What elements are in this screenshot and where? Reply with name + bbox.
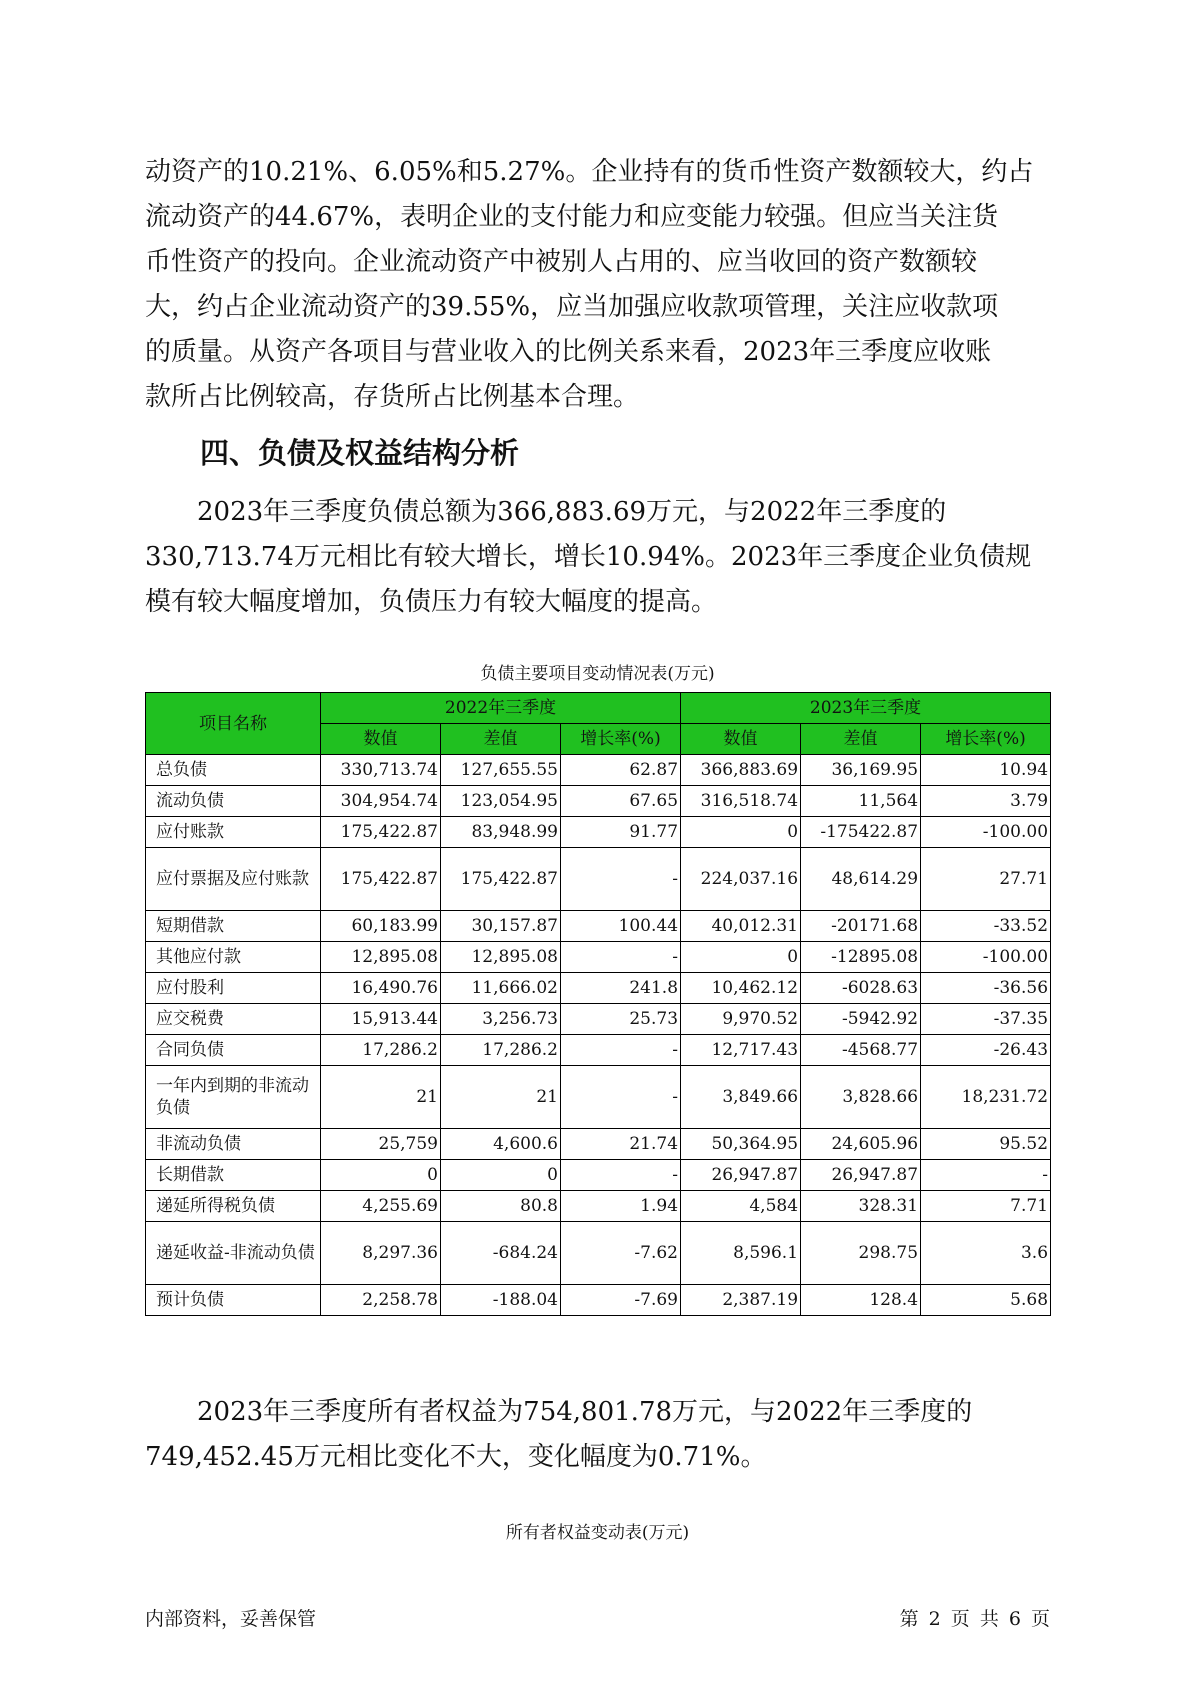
item-name-cell: 其他应付款 (146, 942, 321, 973)
value-2022-cell: 175,422.87 (321, 848, 441, 911)
diff-2022-cell: 0 (441, 1160, 561, 1191)
item-name-cell: 短期借款 (146, 911, 321, 942)
header-period-2022: 2022年三季度 (321, 693, 681, 724)
footer-page-number (900, 1606, 1050, 1632)
value-2023-cell: 316,518.74 (681, 786, 801, 817)
diff-2023-cell: 128.4 (801, 1285, 921, 1316)
growth-2023-cell: -100.00 (921, 942, 1051, 973)
liabilities-table (145, 692, 1051, 1316)
value-2022-cell: 16,490.76 (321, 973, 441, 1004)
growth-2022-cell: - (561, 1035, 681, 1066)
diff-2022-cell: -188.04 (441, 1285, 561, 1316)
growth-2022-cell: 91.77 (561, 817, 681, 848)
growth-2023-cell: 18,231.72 (921, 1066, 1051, 1129)
growth-2022-cell: 67.65 (561, 786, 681, 817)
table-row (146, 1191, 1051, 1222)
footer-confidential: 内部资料，妥善保管 (145, 1608, 317, 1630)
diff-2022-cell: -684.24 (441, 1222, 561, 1285)
table-row (146, 755, 1051, 786)
diff-2023-cell: 11,564 (801, 786, 921, 817)
value-2022-cell: 304,954.74 (321, 786, 441, 817)
diff-2022-cell: 4,600.6 (441, 1129, 561, 1160)
growth-2023-cell: 5.68 (921, 1285, 1051, 1316)
value-2023-cell: 4,584 (681, 1191, 801, 1222)
diff-2023-cell: -12895.08 (801, 942, 921, 973)
table-row (146, 1222, 1051, 1285)
value-2022-cell: 12,895.08 (321, 942, 441, 973)
item-name-cell: 长期借款 (146, 1160, 321, 1191)
growth-2023-cell: -37.35 (921, 1004, 1051, 1035)
value-2023-cell: 40,012.31 (681, 911, 801, 942)
value-2022-cell: 330,713.74 (321, 755, 441, 786)
value-2022-cell: 21 (321, 1066, 441, 1129)
table-row (146, 911, 1051, 942)
growth-2022-cell: - (561, 942, 681, 973)
item-name-cell: 一年内到期的非流动负债 (146, 1066, 321, 1129)
item-name-cell: 应交税费 (146, 1004, 321, 1035)
item-name-cell: 流动负债 (146, 786, 321, 817)
diff-2022-cell: 21 (441, 1066, 561, 1129)
header-item-name: 项目名称 (146, 693, 321, 755)
paragraph-liability-analysis (145, 490, 1050, 625)
table-row (146, 1035, 1051, 1066)
text-line: 2023年三季度所有者权益为754,801.78万元，与2022年三季度的 (197, 1397, 973, 1427)
diff-2022-cell: 80.8 (441, 1191, 561, 1222)
item-name-cell: 合同负债 (146, 1035, 321, 1066)
value-2023-cell: 8,596.1 (681, 1222, 801, 1285)
value-2022-cell: 4,255.69 (321, 1191, 441, 1222)
diff-2023-cell: 26,947.87 (801, 1160, 921, 1191)
value-2023-cell: 224,037.16 (681, 848, 801, 911)
table-row (146, 1129, 1051, 1160)
growth-2022-cell: 100.44 (561, 911, 681, 942)
growth-2022-cell: - (561, 848, 681, 911)
header-diff: 差值 (441, 724, 561, 755)
diff-2022-cell: 83,948.99 (441, 817, 561, 848)
diff-2022-cell: 11,666.02 (441, 973, 561, 1004)
item-name-cell: 预计负债 (146, 1285, 321, 1316)
diff-2023-cell: -175422.87 (801, 817, 921, 848)
item-name-cell: 应付股利 (146, 973, 321, 1004)
table-row (146, 1160, 1051, 1191)
paragraph-asset-analysis (145, 150, 1050, 420)
table-row (146, 1004, 1051, 1035)
text-line: 330,713.74万元相比有较大增长，增长10.94%。2023年三季度企业负债规 (145, 542, 1032, 572)
text-line: 749,452.45万元相比变化不大，变化幅度为0.71%。 (145, 1442, 767, 1472)
value-2023-cell: 2,387.19 (681, 1285, 801, 1316)
growth-2022-cell: -7.62 (561, 1222, 681, 1285)
diff-2022-cell: 123,054.95 (441, 786, 561, 817)
item-name-cell: 递延所得税负债 (146, 1191, 321, 1222)
table-row (146, 1285, 1051, 1316)
header-growth: 增长率(%) (921, 724, 1051, 755)
text-line: 流动资产的44.67%，表明企业的支付能力和应变能力较强。但应当关注货 (145, 202, 999, 232)
paragraph-equity-analysis (145, 1390, 1050, 1480)
diff-2022-cell: 127,655.55 (441, 755, 561, 786)
item-name-cell: 递延收益-非流动负债 (146, 1222, 321, 1285)
diff-2023-cell: -4568.77 (801, 1035, 921, 1066)
page-total: 共 6 页 (979, 1608, 1050, 1630)
growth-2022-cell: - (561, 1160, 681, 1191)
growth-2022-cell: 241.8 (561, 973, 681, 1004)
header-value: 数值 (681, 724, 801, 755)
growth-2023-cell: -26.43 (921, 1035, 1051, 1066)
diff-2023-cell: 298.75 (801, 1222, 921, 1285)
diff-2023-cell: -20171.68 (801, 911, 921, 942)
text-line: 大，约占企业流动资产的39.55%，应当加强应收款项管理，关注应收款项 (145, 292, 999, 322)
diff-2022-cell: 30,157.87 (441, 911, 561, 942)
value-2022-cell: 15,913.44 (321, 1004, 441, 1035)
table-row (146, 817, 1051, 848)
growth-2023-cell: 3.6 (921, 1222, 1051, 1285)
value-2022-cell: 2,258.78 (321, 1285, 441, 1316)
section-heading: 四、负债及权益结构分析 (200, 436, 520, 470)
diff-2022-cell: 175,422.87 (441, 848, 561, 911)
table-caption-equity: 所有者权益变动表(万元) (505, 1523, 690, 1543)
value-2022-cell: 25,759 (321, 1129, 441, 1160)
table-row (146, 1066, 1051, 1129)
text-line: 动资产的10.21%、6.05%和5.27%。企业持有的货币性资产数额较大，约占 (145, 157, 1034, 187)
growth-2022-cell: 25.73 (561, 1004, 681, 1035)
value-2023-cell: 3,849.66 (681, 1066, 801, 1129)
value-2023-cell: 0 (681, 817, 801, 848)
growth-2023-cell: -33.52 (921, 911, 1051, 942)
growth-2023-cell: -100.00 (921, 817, 1051, 848)
diff-2023-cell: -5942.92 (801, 1004, 921, 1035)
value-2023-cell: 26,947.87 (681, 1160, 801, 1191)
header-period-2023: 2023年三季度 (681, 693, 1051, 724)
text-line: 模有较大幅度增加，负债压力有较大幅度的提高。 (145, 587, 718, 617)
value-2023-cell: 9,970.52 (681, 1004, 801, 1035)
growth-2022-cell: -7.69 (561, 1285, 681, 1316)
value-2023-cell: 0 (681, 942, 801, 973)
value-2022-cell: 175,422.87 (321, 817, 441, 848)
value-2022-cell: 8,297.36 (321, 1222, 441, 1285)
value-2022-cell: 60,183.99 (321, 911, 441, 942)
item-name-cell: 应付账款 (146, 817, 321, 848)
table-row (146, 942, 1051, 973)
header-growth: 增长率(%) (561, 724, 681, 755)
diff-2022-cell: 3,256.73 (441, 1004, 561, 1035)
text-line: 2023年三季度负债总额为366,883.69万元，与2022年三季度的 (197, 497, 947, 527)
growth-2023-cell: - (921, 1160, 1051, 1191)
item-name-cell: 应付票据及应付账款 (146, 848, 321, 911)
table-row (146, 786, 1051, 817)
growth-2023-cell: 7.71 (921, 1191, 1051, 1222)
table-caption-liabilities: 负债主要项目变动情况表(万元) (480, 664, 715, 684)
growth-2023-cell: 27.71 (921, 848, 1051, 911)
growth-2023-cell: 10.94 (921, 755, 1051, 786)
growth-2022-cell: 21.74 (561, 1129, 681, 1160)
item-name-cell: 总负债 (146, 755, 321, 786)
value-2023-cell: 50,364.95 (681, 1129, 801, 1160)
diff-2023-cell: 3,828.66 (801, 1066, 921, 1129)
page-current: 第 2 页 (899, 1608, 970, 1630)
table-row (146, 848, 1051, 911)
text-line: 款所占比例较高，存货所占比例基本合理。 (145, 382, 640, 412)
growth-2023-cell: -36.56 (921, 973, 1051, 1004)
table-row (146, 973, 1051, 1004)
diff-2022-cell: 12,895.08 (441, 942, 561, 973)
diff-2023-cell: 48,614.29 (801, 848, 921, 911)
header-value: 数值 (321, 724, 441, 755)
growth-2022-cell: - (561, 1066, 681, 1129)
diff-2023-cell: 36,169.95 (801, 755, 921, 786)
value-2023-cell: 366,883.69 (681, 755, 801, 786)
text-line: 币性资产的投向。企业流动资产中被别人占用的、应当收回的资产数额较 (145, 247, 978, 277)
item-name-cell: 非流动负债 (146, 1129, 321, 1160)
text-line: 的质量。从资产各项目与营业收入的比例关系来看，2023年三季度应收账 (145, 337, 992, 367)
value-2022-cell: 17,286.2 (321, 1035, 441, 1066)
value-2022-cell: 0 (321, 1160, 441, 1191)
value-2023-cell: 12,717.43 (681, 1035, 801, 1066)
growth-2023-cell: 95.52 (921, 1129, 1051, 1160)
value-2023-cell: 10,462.12 (681, 973, 801, 1004)
growth-2023-cell: 3.79 (921, 786, 1051, 817)
diff-2023-cell: 328.31 (801, 1191, 921, 1222)
diff-2023-cell: -6028.63 (801, 973, 921, 1004)
diff-2022-cell: 17,286.2 (441, 1035, 561, 1066)
header-diff: 差值 (801, 724, 921, 755)
growth-2022-cell: 1.94 (561, 1191, 681, 1222)
diff-2023-cell: 24,605.96 (801, 1129, 921, 1160)
growth-2022-cell: 62.87 (561, 755, 681, 786)
